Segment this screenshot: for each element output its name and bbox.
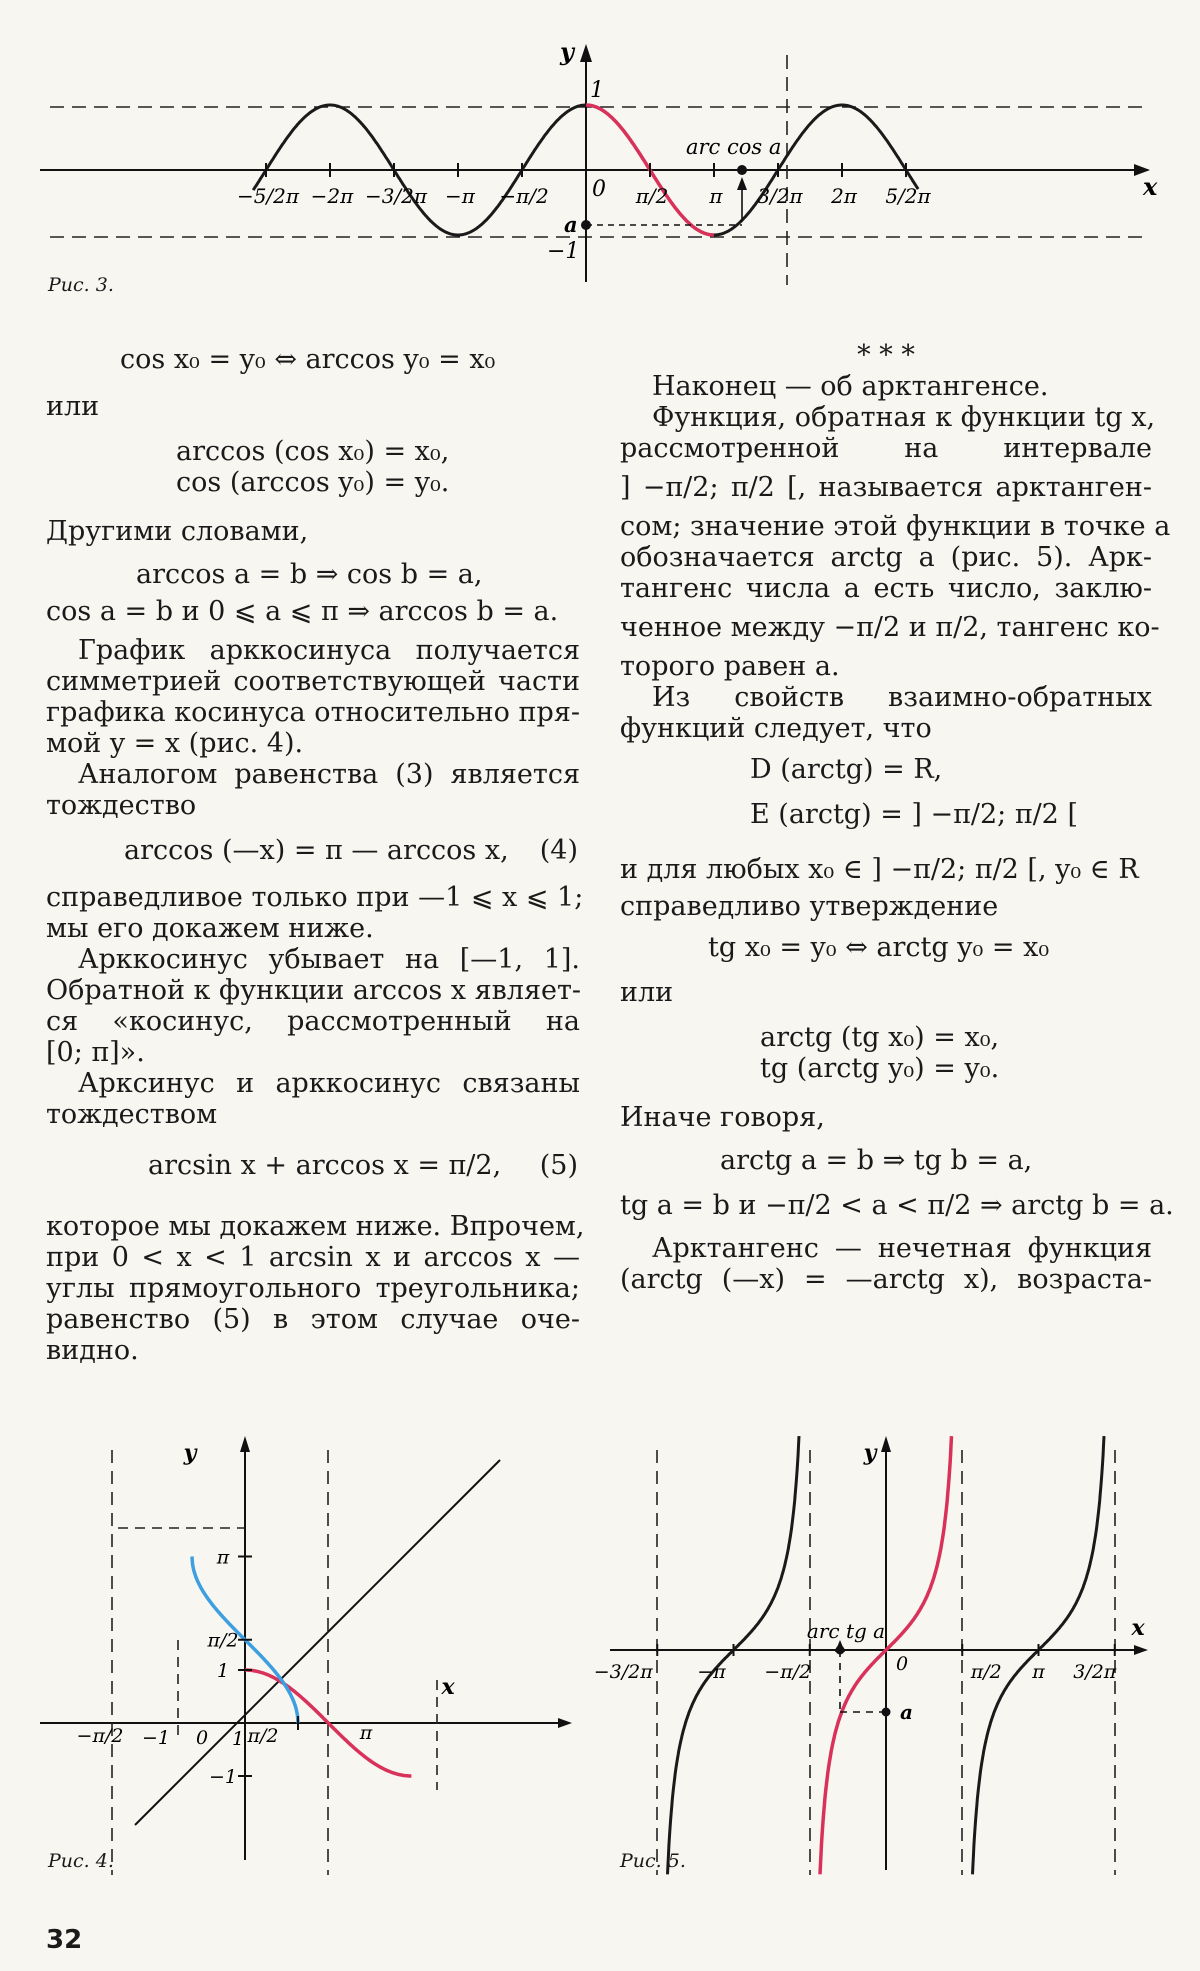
fig4-x-pi: π: [359, 1722, 373, 1744]
para-arcsin-1: Арксинус и арккосинус связаны: [78, 1068, 580, 1099]
line-y-eq-x: [135, 1460, 500, 1825]
para-arctg-2: рассмотренной на интервале: [620, 433, 1152, 464]
fig4-y-arrow: [240, 1436, 250, 1452]
text-otherwise: Иначе говоря,: [620, 1102, 825, 1133]
fig4-y-label: y: [183, 1440, 197, 1466]
fig3-tick-label: −π: [445, 184, 475, 208]
formula-5-body: arcsin x + arccos x = π/2,: [148, 1150, 502, 1181]
formula-5-number: (5): [539, 1150, 578, 1181]
para-decrease-1: Арккосинус убывает на [—1, 1].: [78, 944, 580, 975]
formula-cos-arccos-2: cos (arccos y₀) = y₀.: [176, 467, 450, 498]
para-graph-1: График арккосинуса получается: [78, 635, 580, 666]
formula-tg-a: tg a = b и −π/2 < a < π/2 ⇒ arctg b = a.: [620, 1190, 1174, 1221]
fig5-tick-label: −π/2: [764, 1661, 812, 1683]
formula-4-body: arccos (—x) = π — arccos x,: [124, 835, 509, 866]
para-prove-5: видно.: [46, 1335, 139, 1366]
fig5-ticks: [594, 1440, 1146, 1724]
para-props-1: Из свойств взаимно-обратных: [652, 682, 1152, 713]
para-graph-3: графика косинуса относительно пря-: [46, 697, 580, 728]
fig3-tick-label: π: [709, 184, 723, 208]
fig3-minus-one: −1: [547, 239, 580, 264]
fig3-tick-label: 3/2π: [757, 184, 803, 208]
fig5-tick-label: π/2: [970, 1661, 1002, 1683]
formula-5: [46, 1150, 580, 1181]
fig3-tick-label: 2π: [831, 184, 857, 208]
fig3-x-label: x: [1143, 172, 1158, 201]
fig3-arccos-label: arc cos a: [686, 135, 782, 159]
fig5-arctg-label: arc tg a: [806, 1619, 886, 1643]
heading-arctangent: Наконец — об арктангенсе.: [652, 371, 1049, 402]
formula-arctg-tg: arctg (tg x₀) = x₀,: [760, 1022, 1000, 1053]
section-stars: * * *: [857, 340, 915, 371]
fig3-tick-label: −3/2π: [364, 184, 428, 208]
arccos-point: [737, 165, 747, 175]
para-analog-2: тождество: [46, 790, 197, 821]
fig3-tick-label: −2π: [310, 184, 354, 208]
para-statement: справедливо утверждение: [620, 891, 999, 922]
fig4-x-neg-pi-half: −π/2: [76, 1725, 124, 1747]
para-graph-4: мой y = x (рис. 4).: [46, 728, 304, 759]
y-axis-arrow: [580, 44, 592, 62]
para-graph-2: симметрией соответствующей части: [46, 666, 580, 697]
formula-tg-arctg: tg x₀ = y₀ ⇔ arctg y₀ = x₀: [708, 932, 1050, 963]
fig3-tick-label: π/2: [635, 184, 669, 208]
fig5-tick-label: −π: [697, 1661, 726, 1683]
fig4-zero: 0: [195, 1727, 209, 1749]
fig5-y-label: y: [863, 1440, 877, 1466]
figure-5-caption: Рис. 5.: [620, 1850, 686, 1872]
fig5-zero: 0: [896, 1653, 909, 1675]
para-arctg-7: ченное между −π/2 и π/2, тангенс ко-: [620, 612, 1160, 643]
fig3-tick-label: 5/2π: [885, 184, 931, 208]
para-arctg-8: торого равен a.: [620, 651, 840, 682]
formula-domain: D (arctg) = R,: [750, 754, 943, 785]
fig3-one: 1: [590, 78, 604, 103]
fig4-tick-pi-half-label: π/2: [207, 1629, 239, 1652]
fig4-x-pi-half: π/2: [247, 1725, 279, 1747]
fig5-tick-label: 3/2π: [1073, 1661, 1117, 1683]
para-prove-4: равенство (5) в этом случае оче-: [46, 1304, 580, 1335]
formula-arctg-a: arctg a = b ⇒ tg b = a,: [720, 1145, 1033, 1176]
para-arctg-4: сом; значение этой функции в точке a: [620, 511, 1171, 542]
page-number: 32: [46, 1925, 83, 1955]
fig3-tick-label: −5/2π: [236, 184, 300, 208]
fig4-tick-pi-label: π: [216, 1546, 230, 1569]
formula-tg-arctg-2: tg (arctg y₀) = y₀.: [760, 1053, 1000, 1084]
para-odd-1: Арктангенс — нечетная функция: [652, 1233, 1152, 1264]
formula-arccos-cos: arccos (cos x₀) = x₀,: [176, 436, 450, 467]
formula-4: [46, 835, 580, 866]
para-decrease-2: Обратной к функции arccos x являет-: [46, 975, 582, 1006]
fig4-x-one: 1: [231, 1728, 245, 1750]
para-arcsin-2: тождеством: [46, 1099, 218, 1130]
para-valid-1: справедливое только при —1 ⩽ x ⩽ 1;: [46, 882, 584, 913]
para-prove-1: которое мы докажем ниже. Впрочем,: [46, 1211, 585, 1242]
fig5-a-point: [882, 1708, 891, 1717]
para-prove-2: при 0 < x < 1 arcsin x и arccos x —: [46, 1242, 580, 1273]
figure-3-graph: [0, 0, 1200, 300]
fig4-x-neg-one: −1: [141, 1727, 171, 1749]
fig5-tick-label: −3/2π: [593, 1661, 653, 1683]
para-arctg-6: тангенс числа a есть число, заклю-: [620, 573, 1152, 604]
figure-4: [30, 1430, 590, 1880]
text-or: или: [46, 391, 100, 422]
fig4-x-arrow: [558, 1718, 572, 1728]
para-props-2: функций следует, что: [620, 713, 932, 744]
para-arctg-1: Функция, обратная к функции tg x,: [652, 402, 1156, 433]
fig3-y-label: y: [560, 37, 574, 66]
fig4-x-label: x: [441, 1674, 455, 1700]
fig5-tick-label: π: [1032, 1661, 1045, 1683]
formula-cos-arccos: cos x₀ = y₀ ⇔ arccos y₀ = x₀: [120, 344, 496, 375]
fig4-tick-minus-one-label: −1: [208, 1766, 238, 1788]
para-decrease-4: [0; π]».: [46, 1037, 145, 1068]
figure-5: [593, 1430, 1160, 1880]
formula-4-number: (4): [539, 835, 578, 866]
fig3-tick-label: −π/2: [499, 184, 549, 208]
fig5-a-label: a: [900, 1700, 913, 1724]
left-column: [46, 344, 585, 1366]
text-in-other-words: Другими словами,: [46, 516, 309, 547]
fig4-ticks: [77, 1440, 456, 1788]
fig5-x-arrow: [1134, 1645, 1148, 1655]
para-arctg-3: ] −π/2; π/2 [, называется арктанген-: [620, 472, 1152, 503]
figure-4-caption: Рис. 4.: [48, 1850, 114, 1872]
fig5-arctg-point: [836, 1646, 845, 1655]
text-or-2: или: [620, 977, 674, 1008]
para-valid-2: мы его докажем ниже.: [46, 913, 374, 944]
para-decrease-3: ся «косинус, рассмотренный на: [46, 1006, 580, 1037]
fig5-y-arrow: [881, 1436, 891, 1452]
fig3-a-label: a: [564, 212, 578, 237]
para-prove-3: углы прямоугольного треугольника;: [46, 1273, 580, 1304]
formula-arccos-a: arccos a = b ⇒ cos b = a,: [136, 559, 483, 590]
para-arctg-5: обозначается arctg a (рис. 5). Арк-: [620, 542, 1152, 573]
para-for-any: и для любых x₀ ∈ ] −π/2; π/2 [, y₀ ∈ R: [620, 854, 1139, 885]
fig3-zero: 0: [592, 177, 606, 202]
a-point: [581, 220, 591, 230]
right-column: [620, 340, 1174, 1295]
figure-4-graph: [30, 1430, 590, 1880]
para-analog-1: Аналогом равенства (3) является: [78, 759, 580, 790]
formula-range: E (arctg) = ] −π/2; π/2 [: [750, 799, 1078, 830]
fig5-x-label: x: [1131, 1615, 1145, 1641]
fig4-tick-one-label: 1: [216, 1660, 230, 1682]
arccos-arrowhead: [737, 177, 747, 190]
formula-cos-a: cos a = b и 0 ⩽ a ⩽ π ⇒ arccos b = a.: [46, 596, 559, 627]
figure-3-caption: Рис. 3.: [48, 274, 114, 296]
figure-5-graph: [593, 1430, 1160, 1880]
figure-3: [0, 0, 1200, 300]
para-odd-2: (arctg (—x) = —arctg x), возраста-: [620, 1264, 1152, 1295]
